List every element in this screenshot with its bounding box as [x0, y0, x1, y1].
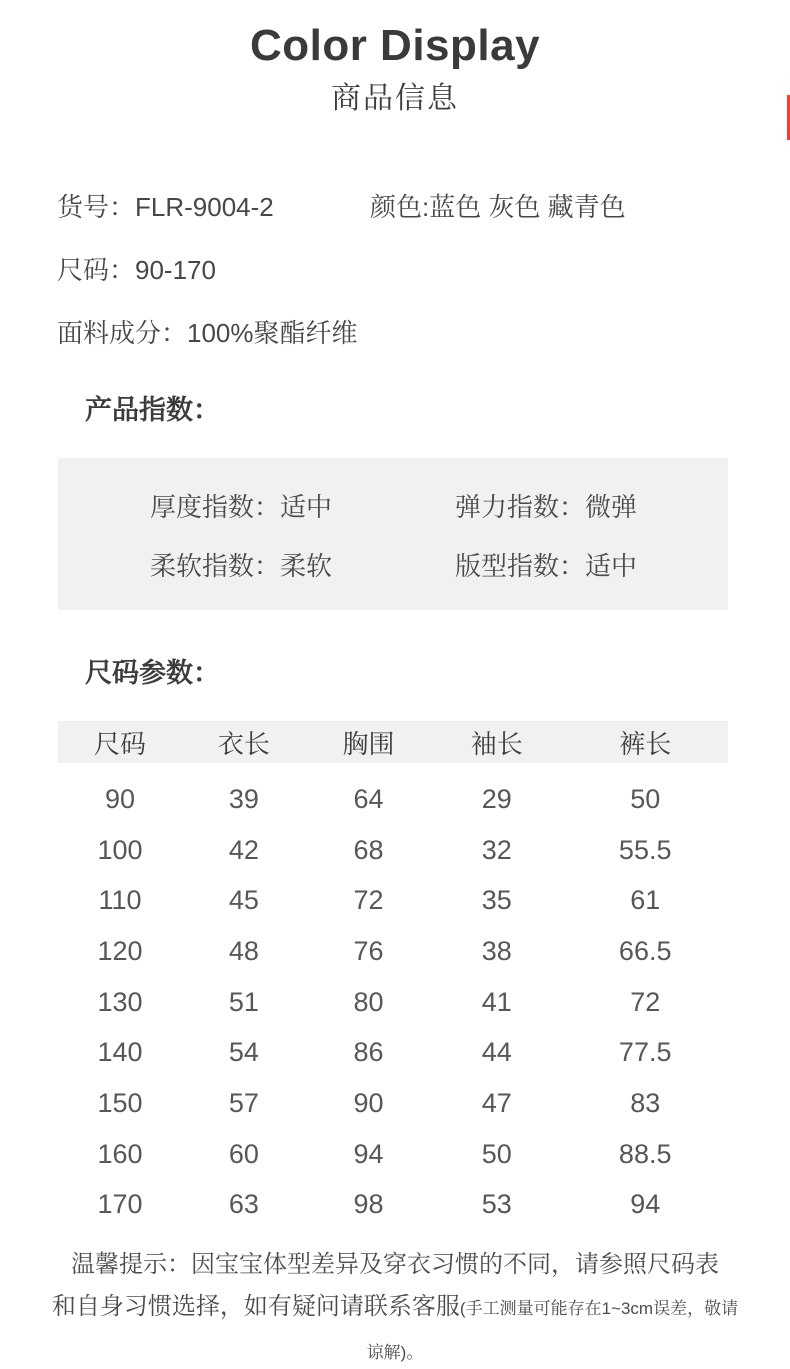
- table-cell: 88.5: [618, 1138, 672, 1169]
- table-cell: 83: [630, 1087, 661, 1118]
- size-range-value: 90-170: [135, 255, 216, 285]
- table-header-cell: 裤长: [619, 728, 672, 759]
- table-cell: 51: [228, 986, 259, 1017]
- table-cell: 150: [97, 1087, 143, 1118]
- table-row: [58, 774, 728, 825]
- table-cell: 63: [228, 1189, 259, 1220]
- table-cell: 90: [353, 1087, 384, 1118]
- fabric-label: 面料成分：: [57, 318, 188, 348]
- size-table: [58, 721, 728, 1230]
- size-range-label: 尺码：: [57, 255, 136, 285]
- fit-value: 适中: [585, 551, 638, 581]
- table-cell: 60: [228, 1138, 259, 1169]
- table-cell: 32: [481, 834, 512, 865]
- table-row: [58, 1180, 728, 1231]
- table-cell: 76: [353, 935, 384, 966]
- color-value: 蓝色 灰色 藏青色: [429, 192, 626, 222]
- table-cell: 90: [104, 783, 135, 814]
- table-cell: 47: [481, 1087, 512, 1118]
- item-number-row: [57, 190, 790, 224]
- size-section-heading: 尺码参数：: [85, 658, 220, 688]
- table-cell: 68: [353, 834, 384, 865]
- footer-note-line2: [50, 1286, 740, 1369]
- fabric-row: [57, 316, 790, 350]
- size-table-header: [58, 721, 728, 763]
- table-cell: 98: [353, 1189, 384, 1220]
- table-cell: 77.5: [618, 1037, 672, 1068]
- table-cell: 39: [228, 783, 259, 814]
- table-cell: 38: [481, 935, 512, 966]
- table-cell: 41: [481, 986, 512, 1017]
- page-title: Color Display: [249, 21, 541, 70]
- table-cell: 160: [97, 1138, 143, 1169]
- table-cell: 140: [97, 1037, 143, 1068]
- table-row: [58, 1078, 728, 1129]
- thickness-index: [150, 492, 332, 522]
- fit-label: 版型指数：: [455, 551, 586, 581]
- table-row: [58, 926, 728, 977]
- table-cell: 55.5: [618, 834, 672, 865]
- item-number-label: 货号：: [57, 192, 136, 222]
- table-cell: 130: [97, 986, 143, 1017]
- page-subtitle: 商品信息: [331, 82, 459, 115]
- table-cell: 72: [630, 986, 661, 1017]
- table-cell: 57: [228, 1087, 259, 1118]
- index-row: [58, 549, 728, 583]
- table-cell: 50: [481, 1138, 512, 1169]
- thickness-value: 适中: [280, 492, 333, 522]
- table-cell: 64: [353, 783, 384, 814]
- index-row: [58, 490, 728, 524]
- size-range-row: [57, 253, 790, 287]
- color-label: 颜色:: [370, 192, 430, 222]
- table-cell: 61: [630, 885, 661, 916]
- table-row: [58, 977, 728, 1028]
- table-cell: 44: [481, 1037, 512, 1068]
- softness-label: 柔软指数：: [150, 551, 281, 581]
- size-table-body: [58, 774, 728, 1230]
- footer-note-line2-small: (手工测量可能存在1~3cm误差，敬请谅解)。: [366, 1299, 739, 1363]
- table-cell: 66.5: [618, 935, 672, 966]
- product-info-block: [57, 190, 790, 350]
- elasticity-label: 弹力指数：: [455, 492, 586, 522]
- item-number-value: FLR-9004-2: [135, 192, 274, 222]
- footer-note: [50, 1244, 740, 1369]
- table-cell: 80: [353, 986, 384, 1017]
- item-number-pair: [57, 190, 370, 224]
- table-row: [58, 875, 728, 926]
- table-header-cell: 尺码: [93, 728, 146, 759]
- fabric-value: 100%聚酯纤维: [187, 318, 358, 348]
- footer-note-line2-main: 和自身习惯选择，如有疑问请联系客服: [51, 1293, 460, 1321]
- header: [0, 0, 790, 116]
- table-header-cell: 衣长: [217, 728, 270, 759]
- thickness-label: 厚度指数：: [150, 492, 281, 522]
- table-cell: 94: [353, 1138, 384, 1169]
- table-cell: 110: [98, 885, 142, 916]
- index-panel: [58, 458, 728, 610]
- elasticity-value: 微弹: [585, 492, 638, 522]
- table-cell: 72: [353, 885, 384, 916]
- color-pair: [370, 192, 626, 222]
- table-cell: 100: [97, 834, 143, 865]
- index-section-heading: 产品指数：: [85, 395, 220, 425]
- table-row: [58, 1129, 728, 1180]
- table-cell: 170: [97, 1189, 143, 1220]
- softness-value: 柔软: [280, 551, 333, 581]
- table-cell: 48: [228, 935, 259, 966]
- table-row: [58, 1027, 728, 1078]
- table-cell: 86: [353, 1037, 384, 1068]
- table-cell: 45: [228, 885, 259, 916]
- fit-index: [455, 549, 637, 583]
- table-header-cell: 胸围: [342, 728, 395, 759]
- table-row: [58, 825, 728, 876]
- footer-note-line1: 温馨提示：因宝宝体型差异及穿衣习惯的不同，请参照尺码表: [71, 1251, 719, 1279]
- table-cell: 50: [630, 783, 661, 814]
- table-cell: 120: [97, 935, 143, 966]
- table-cell: 42: [228, 834, 259, 865]
- table-cell: 29: [481, 783, 512, 814]
- table-cell: 94: [630, 1189, 661, 1220]
- table-cell: 35: [481, 885, 512, 916]
- table-cell: 54: [228, 1037, 259, 1068]
- softness-index: [150, 551, 332, 581]
- table-header-cell: 袖长: [470, 728, 523, 759]
- elasticity-index: [455, 490, 637, 524]
- table-cell: 53: [481, 1189, 512, 1220]
